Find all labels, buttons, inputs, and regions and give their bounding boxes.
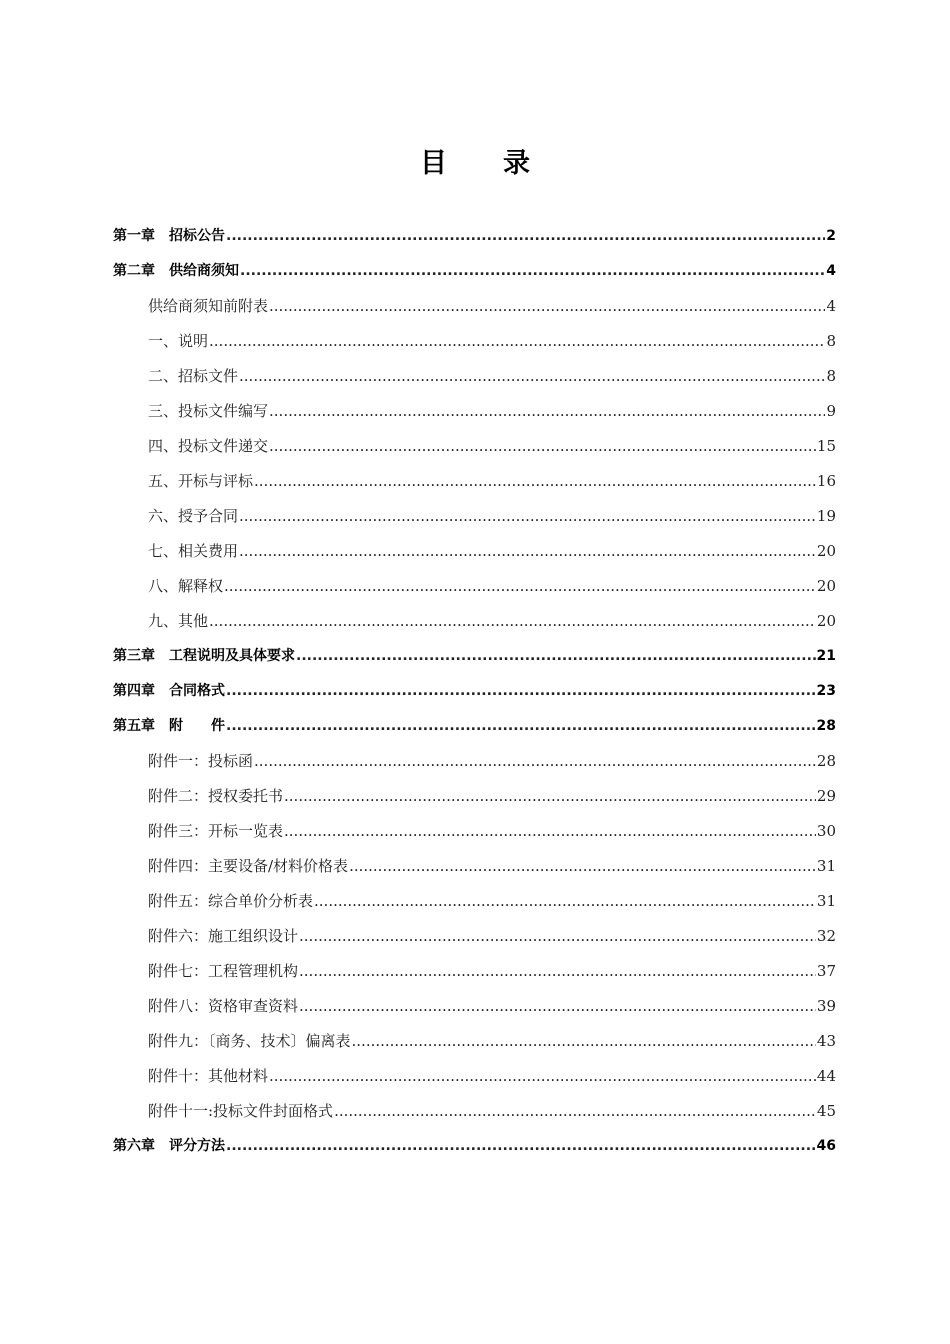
toc-chapter-entry[interactable] [113, 709, 836, 744]
toc-title: 目录 [420, 148, 586, 179]
toc-entry-label: 第六章 评分方法 [113, 1138, 225, 1154]
toc-dot-leader [254, 744, 816, 779]
toc-section-entry[interactable] [113, 814, 836, 849]
toc-page-number: 20 [816, 542, 836, 560]
toc-dot-leader [334, 1094, 816, 1129]
toc-dot-leader [226, 1129, 816, 1164]
toc-section-entry[interactable] [113, 954, 836, 989]
toc-section-entry[interactable] [113, 744, 836, 779]
toc-dot-leader [226, 674, 816, 709]
toc-page-number: 9 [826, 402, 836, 420]
toc-dot-leader [209, 604, 816, 639]
toc-page-number: 20 [816, 577, 836, 595]
toc-dot-leader [284, 779, 816, 814]
toc-page-number: 21 [816, 648, 836, 664]
toc-dot-leader [269, 429, 816, 464]
toc-dot-leader [240, 254, 825, 289]
toc-section-entry[interactable] [113, 989, 836, 1024]
toc-entry-label: 八、解释权 [148, 577, 224, 595]
toc-dot-leader [239, 359, 825, 394]
toc-section-entry[interactable] [113, 884, 836, 919]
toc-entry-label: 附件十：其他材料 [148, 1067, 269, 1085]
toc-chapter-entry[interactable] [113, 254, 836, 289]
toc-dot-leader [296, 639, 816, 674]
toc-page-number: 23 [816, 683, 836, 699]
toc-page-number: 19 [816, 507, 836, 525]
toc-entry-label: 附件二：授权委托书 [148, 787, 284, 805]
toc-page-number: 8 [826, 367, 836, 385]
toc-dot-leader [349, 849, 816, 884]
toc-section-entry[interactable] [113, 919, 836, 954]
toc-dot-leader [226, 709, 816, 744]
toc-section-entry[interactable] [113, 429, 836, 464]
toc-page-number: 16 [816, 472, 836, 490]
toc-entry-label: 第五章 附 件 [113, 718, 225, 734]
toc-entry-label: 供给商须知前附表 [148, 297, 269, 315]
toc-section-entry[interactable] [113, 1024, 836, 1059]
toc-section-entry[interactable] [113, 464, 836, 499]
toc-entry-label: 第一章 招标公告 [113, 228, 225, 244]
toc-dot-leader [226, 219, 825, 254]
toc-section-entry[interactable] [113, 499, 836, 534]
toc-page-number: 32 [816, 927, 836, 945]
toc-entry-label: 一、说明 [148, 332, 209, 350]
toc-page-number: 28 [816, 752, 836, 770]
toc-entry-label: 九、其他 [148, 612, 209, 630]
toc-section-entry[interactable] [113, 289, 836, 324]
toc-section-entry[interactable] [113, 569, 836, 604]
toc-page-number: 39 [816, 997, 836, 1015]
toc-page-number: 31 [816, 857, 836, 875]
toc-dot-leader [299, 989, 816, 1024]
toc-entry-label: 六、授予合同 [148, 507, 239, 525]
toc-page-number: 8 [826, 332, 836, 350]
toc-page-number: 43 [816, 1032, 836, 1050]
toc-page-number: 4 [826, 263, 836, 279]
toc-section-entry[interactable] [113, 1059, 836, 1094]
toc-entry-label: 附件十一:投标文件封面格式 [148, 1102, 334, 1120]
toc-dot-leader [269, 289, 825, 324]
toc-dot-leader [239, 499, 816, 534]
toc-section-entry[interactable] [113, 394, 836, 429]
toc-entry-label: 附件六：施工组织设计 [148, 927, 299, 945]
toc-entry-label: 附件七：工程管理机构 [148, 962, 299, 980]
toc-section-entry[interactable] [113, 779, 836, 814]
toc-section-entry[interactable] [113, 359, 836, 394]
toc-entry-label: 第三章 工程说明及具体要求 [113, 648, 295, 664]
toc-page-number: 45 [816, 1102, 836, 1120]
toc-page-number: 46 [816, 1138, 836, 1154]
toc-dot-leader [314, 884, 816, 919]
toc-entry-label: 四、投标文件递交 [148, 437, 269, 455]
toc-entry-label: 三、投标文件编写 [148, 402, 269, 420]
toc-entry-label: 附件五：综合单价分析表 [148, 892, 314, 910]
toc-dot-leader [299, 919, 816, 954]
toc-section-entry[interactable] [113, 849, 836, 884]
toc-page-number: 2 [826, 228, 836, 244]
toc-dot-leader [224, 569, 816, 604]
toc-page-number: 15 [816, 437, 836, 455]
toc-entry-label: 七、相关费用 [148, 542, 239, 560]
toc-section-entry[interactable] [113, 324, 836, 359]
toc-dot-leader [209, 324, 825, 359]
toc-entry-label: 五、开标与评标 [148, 472, 254, 490]
toc-chapter-entry[interactable] [113, 674, 836, 709]
toc-page-number: 30 [816, 822, 836, 840]
toc-page-number: 20 [816, 612, 836, 630]
toc-dot-leader [239, 534, 816, 569]
toc-page-number: 28 [816, 718, 836, 734]
toc-entry-label: 附件八：资格审查资料 [148, 997, 299, 1015]
toc-entry-label: 二、招标文件 [148, 367, 239, 385]
toc-section-entry[interactable] [113, 1094, 836, 1129]
toc-entry-label: 第四章 合同格式 [113, 683, 225, 699]
toc-dot-leader [269, 394, 825, 429]
toc-dot-leader [284, 814, 816, 849]
toc-section-entry[interactable] [113, 604, 836, 639]
toc-entry-label: 附件三：开标一览表 [148, 822, 284, 840]
toc-page-number: 37 [816, 962, 836, 980]
toc-page-number: 4 [826, 297, 836, 315]
toc-page-number: 44 [816, 1067, 836, 1085]
toc-chapter-entry[interactable] [113, 219, 836, 254]
toc-entry-label: 附件九：〔商务、技术〕偏离表 [148, 1032, 351, 1050]
toc-section-entry[interactable] [113, 534, 836, 569]
toc-dot-leader [299, 954, 816, 989]
toc-dot-leader [254, 464, 816, 499]
toc-entry-label: 第二章 供给商须知 [113, 263, 239, 279]
toc-page-number: 31 [816, 892, 836, 910]
toc-dot-leader [269, 1059, 816, 1094]
toc-chapter-entry[interactable] [113, 639, 836, 674]
toc-chapter-entry[interactable] [113, 1129, 836, 1164]
toc-dot-leader [352, 1024, 816, 1059]
toc-page-number: 29 [816, 787, 836, 805]
toc-entry-label: 附件一：投标函 [148, 752, 254, 770]
table-of-contents [113, 219, 836, 1164]
toc-entry-label: 附件四：主要设备/材料价格表 [148, 857, 349, 875]
